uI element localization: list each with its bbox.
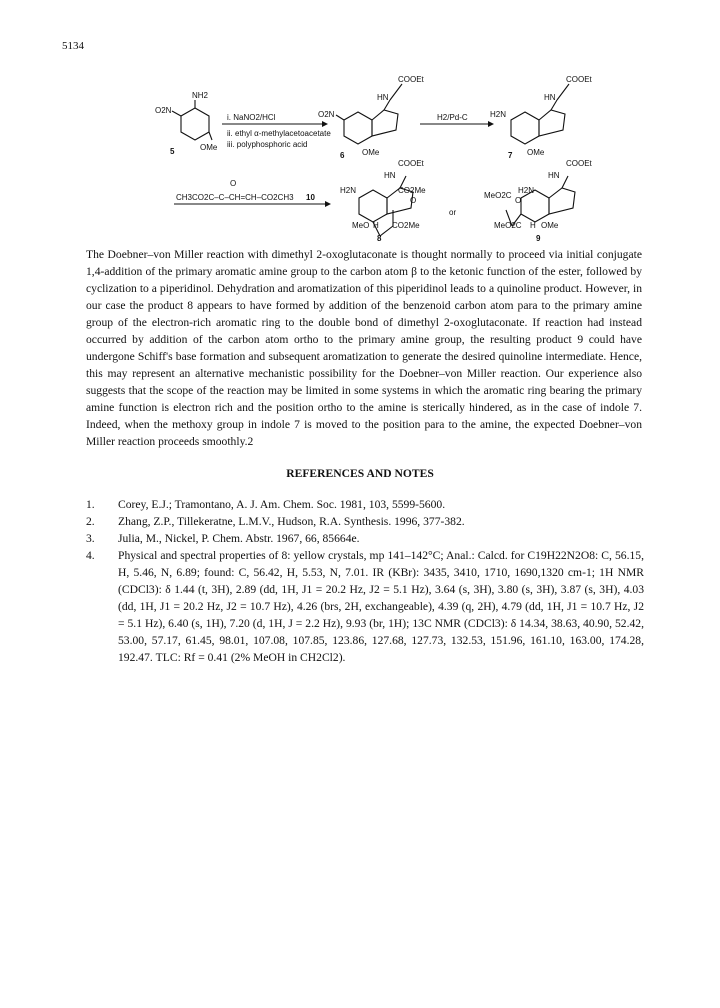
step1-condition-1: i. NaNO2/HCl [227, 113, 276, 122]
compound-8-number: 8 [377, 234, 382, 243]
compound-9-hn: HN [548, 171, 560, 180]
compound-8-co2me: CO2Me [398, 186, 426, 195]
references-heading: REFERENCES AND NOTES [286, 467, 434, 480]
reagent-10-formula: CH3CO2C–C–CH=CH–CO2CH3 [176, 193, 294, 202]
compound-9-oxo: O [515, 196, 522, 205]
compound-7-number: 7 [508, 151, 513, 160]
or-label: or [449, 208, 457, 217]
reference-text: Julia, M., Nickel, P. Chem. Abstr. 1967, 66, 85664e. [118, 532, 360, 545]
compound-8-ring [359, 190, 387, 222]
reference-item [86, 547, 644, 666]
compound-6-hn: HN [377, 93, 389, 102]
compound-8-meo: MeO [352, 221, 370, 230]
reference-text: Physical and spectral properties of 8: yellow crystals, mp 141–142°C; Anal.: Calcd. for C19H22N2O8: C, 56.15, H, 5.46, N, 6.89; found: C, 56.42, H, 5.53, N, 7.01. IR (KBr): 3435, 3410, 1710, 1690,1320 cm-1; 1H NMR (CDCl3): δ 1.44 (t, 3H), 2.89 (dd, 1H, J1 = 20.2 Hz, J2 = 5.1 Hz), 3.64 (s, 3H), 3.80 (s, 3H), 3.87 (s, 3H), 4.03 (dd, 1H, J1 = 20.2 Hz, J2 = 10.7 Hz), 4.26 (brs, 2H, exchangeable), 4.39 (q, 2H), 4.79 (dd, 1H, J1 = 10.7 Hz, J2 = 5.1 Hz), 6.40 (s, 1H), 7.20 (d, 1H, J = 2.2 Hz), 9.93 (br, 1H); 13C NMR (CDCl3): δ 14.34, 38.63, 40.90, 52.42, 53.00, 57.17, 61.45, 98.01, 107.08, 107.85, 123.86, 127.68, 127.73, 132.53, 151.96, 161.10, 163.00, 174.28, 192.47. TLC: Rf = 0.41 (2% MeOH in CH2Cl2). [118, 549, 644, 664]
reference-number: 2. [86, 515, 95, 528]
compound-5-ring [181, 108, 209, 140]
reference-text: Zhang, Z.P., Tillekeratne, L.M.V., Hudson, R.A. Synthesis. 1996, 377-382. [118, 515, 465, 528]
compound-8-oxo: O [410, 196, 417, 205]
compound-8-ester: COOEt [398, 159, 424, 168]
compound-6-ester: COOEt [398, 75, 424, 84]
reference-text: Corey, E.J.; Tramontano, A. J. Am. Chem. Soc. 1981, 103, 5599-5600. [118, 498, 446, 511]
reagent-10-number: 10 [306, 193, 315, 202]
compound-8-h: H [373, 221, 379, 230]
compound-6-nitro: O2N [318, 110, 335, 119]
compound-7-ome: OMe [527, 148, 545, 157]
step2-condition: H2/Pd-C [437, 113, 468, 122]
compound-9-number: 9 [536, 234, 541, 243]
reagent-10-oxo: O [230, 179, 237, 188]
reference-item [86, 530, 644, 547]
compound-5-nitro: O2N [155, 106, 172, 115]
compound-8-hn: HN [384, 171, 396, 180]
body-paragraph: The Doebner–von Miller reaction with dimethyl 2-oxoglutaconate is thought normally to proceed via initial conjugate 1,4-addition of the primary aromatic amine group to the carbon atom β to the ketonic function of the ester, followed by cyclization to a piperidinol. Dehydration and aromatization of this piperidinol leads to a quinoline product. However, in our case the product 8 appears to have formed by addition of the benzenoid carbon atom para to the primary amine group of the electron-rich aromatic ring to the double bond of dimethyl 2-oxoglutaconate. If reaction had instead occurred by addition of the carbon atom ortho to the primary amine group, the resulting product 9 could have undergone Schiff's base formation and subsequent aromatization to generate the desired quinoline intermediate. Hence, this may represent an alternative mechanistic possibility for the Doebner–von Miller reaction. Our experience also suggests that the scope of the reaction may be limited in some systems in which the aromatic ring bearing the primary amine function is electron rich and the position ortho to the amine is sterically hindered, as in the case of indole 7. Indeed, when the methoxy group in indole 7 is moved to the position para to the amine, the expected Doebner–von Miller reaction proceeds smoothly.2 [86, 248, 642, 448]
compound-9-h: H [530, 221, 536, 230]
compound-7-amine: H2N [490, 110, 507, 119]
compound-5-ome: OMe [200, 143, 218, 152]
compound-9-meo2c: MeO2C [484, 191, 512, 200]
compound-5-amine: NH2 [192, 91, 209, 100]
compound-6-ring [344, 112, 372, 144]
reaction-scheme [0, 0, 720, 250]
compound-9-ome: OMe [541, 221, 559, 230]
compound-9-meo2c-bottom: MeO2C [494, 221, 522, 230]
compound-8-amine: H2N [340, 186, 357, 195]
compound-6-number: 6 [340, 151, 345, 160]
compound-8-co2me-bottom: CO2Me [392, 221, 420, 230]
step1-condition-3: iii. polyphosphoric acid [227, 140, 308, 149]
reference-item [86, 496, 644, 513]
compound-9-amine: H2N [518, 186, 535, 195]
compound-7-hn: HN [544, 93, 556, 102]
reference-number: 4. [86, 549, 95, 562]
reference-number: 1. [86, 498, 95, 511]
compound-7-ring [511, 112, 539, 144]
compound-6-ome: OMe [362, 148, 380, 157]
compound-9-ester: COOEt [566, 159, 592, 168]
reference-item [86, 513, 644, 530]
page-number: 5134 [62, 40, 84, 52]
reference-number: 3. [86, 532, 95, 545]
step1-condition-2: ii. ethyl α-methylacetoacetate [227, 129, 331, 138]
references-list [86, 496, 644, 666]
compound-5-number: 5 [170, 147, 175, 156]
compound-7-ester: COOEt [566, 75, 592, 84]
